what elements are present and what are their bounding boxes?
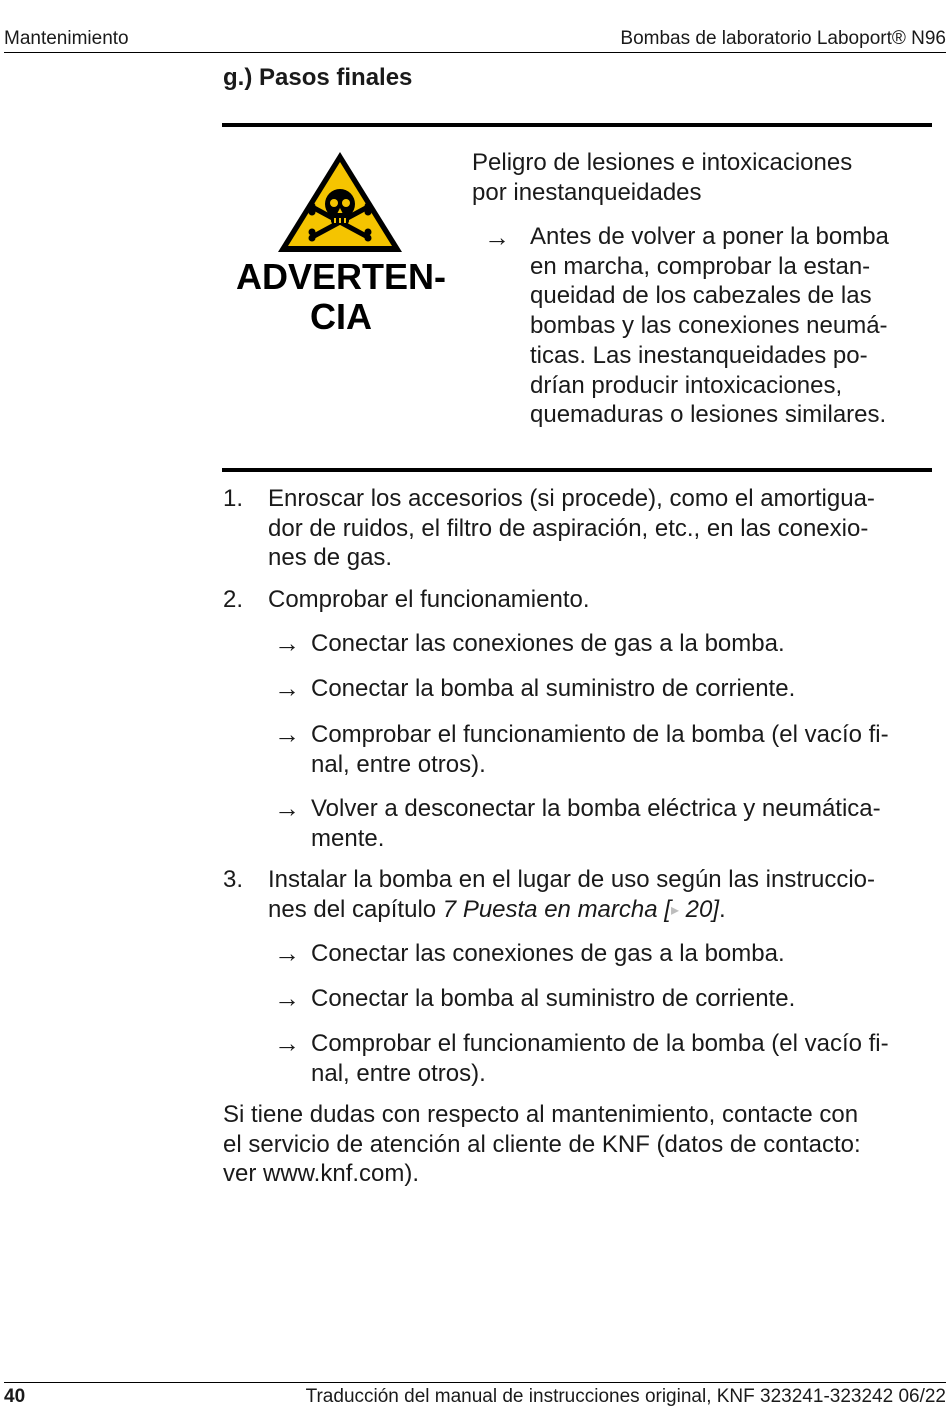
reference-page: 20] — [678, 895, 719, 923]
warning-line: quemaduras o lesiones similares. — [530, 401, 887, 429]
warning-heading — [472, 148, 922, 208]
chapter-reference-link[interactable] — [443, 896, 719, 923]
skull-warning-triangle-icon — [276, 150, 404, 254]
substep — [311, 674, 931, 704]
step-text: nes del capítulo — [268, 895, 443, 923]
step-line: Instalar la bomba en el lugar de uso según las instruccio- — [268, 866, 876, 893]
substep-line: Comprobar el funcionamiento de la bomba (el vacío fi- — [311, 721, 889, 748]
warning-line: bombas y las conexiones neumá- — [530, 312, 888, 340]
substep — [311, 720, 936, 779]
warning-top-rule — [222, 123, 932, 127]
warning-line: drían producir intoxicaciones, — [530, 371, 843, 399]
arrow-right-icon: → — [274, 673, 300, 703]
substep — [311, 794, 936, 853]
substep-line: nal, entre otros). — [311, 750, 486, 778]
closing-paragraph — [223, 1100, 933, 1189]
page-reference-triangle-icon: ▸ — [670, 901, 679, 919]
closing-line: el servicio de atención al cliente de KNF (datos de contacto: — [223, 1130, 861, 1158]
substep-line: Conectar la bomba al suministro de corriente. — [311, 985, 796, 1012]
step-text: . — [719, 895, 726, 923]
step-3-text — [268, 865, 933, 925]
step-line — [268, 895, 933, 926]
warning-heading-line: por inestanqueidades — [472, 179, 702, 206]
warning-bottom-rule — [222, 468, 932, 472]
substep — [311, 629, 931, 659]
substep-line: nal, entre otros). — [311, 1059, 486, 1087]
substep — [311, 939, 931, 969]
page-footer — [4, 1382, 946, 1407]
closing-line: Si tiene dudas con respecto al mantenimiento, contacte con — [223, 1101, 859, 1128]
arrow-right-icon: → — [274, 1028, 300, 1058]
arrow-right-icon: → — [274, 719, 300, 749]
arrow-right-icon: → — [274, 983, 300, 1013]
signal-word-line: CIA — [310, 296, 372, 337]
closing-line: ver www.knf.com). — [223, 1160, 420, 1187]
reference-text: 7 Puesta en marcha [ — [442, 895, 671, 923]
step-number: 1. — [223, 485, 244, 512]
signal-word-line: ADVERTEN- — [235, 256, 446, 297]
arrow-right-icon: → — [274, 938, 300, 968]
warning-heading-line: Peligro de lesiones e intoxicaciones — [472, 149, 853, 176]
step-line: nes de gas. — [268, 544, 393, 571]
header-chapter: Mantenimiento — [4, 28, 129, 49]
header-product: Bombas de laboratorio Laboport® N96 — [620, 28, 946, 49]
warning-instruction — [530, 222, 930, 430]
step-2-text: Comprobar el funcionamiento. — [268, 586, 590, 613]
arrow-right-icon: → — [484, 222, 510, 252]
page-header — [4, 28, 946, 53]
substep-line: mente. — [311, 824, 385, 852]
step-line: dor de ruidos, el filtro de aspiración, etc., en las conexio- — [268, 514, 869, 542]
warning-line: Antes de volver a poner la bomba — [530, 223, 889, 250]
substep-line: Conectar la bomba al suministro de corriente. — [311, 675, 796, 702]
page-number: 40 — [4, 1386, 26, 1407]
warning-line: ticas. Las inestanqueidades po- — [530, 341, 868, 369]
signal-word — [226, 257, 456, 337]
substep-line: Volver a desconectar la bomba eléctrica y neumática- — [311, 795, 881, 822]
warning-line: en marcha, comprobar la estan- — [530, 252, 871, 280]
step-line: Enroscar los accesorios (si procede), como el amortigua- — [268, 485, 875, 512]
step-1-text — [268, 484, 928, 573]
substep-line: Comprobar el funcionamiento de la bomba (el vacío fi- — [311, 1030, 889, 1057]
substep-line: Conectar las conexiones de gas a la bomba. — [311, 630, 785, 657]
step-number: 2. — [223, 586, 244, 613]
arrow-right-icon: → — [274, 628, 300, 658]
arrow-right-icon: → — [274, 793, 300, 823]
substep — [311, 1029, 936, 1088]
warning-line: queidad de los cabezales de las — [530, 282, 872, 310]
section-title: g.) Pasos finales — [223, 64, 413, 91]
footer-text: Traducción del manual de instrucciones original, KNF 323241-323242 06/22 — [305, 1386, 946, 1407]
substep — [311, 984, 931, 1014]
substep-line: Conectar las conexiones de gas a la bomba. — [311, 940, 785, 967]
step-number: 3. — [223, 866, 244, 893]
